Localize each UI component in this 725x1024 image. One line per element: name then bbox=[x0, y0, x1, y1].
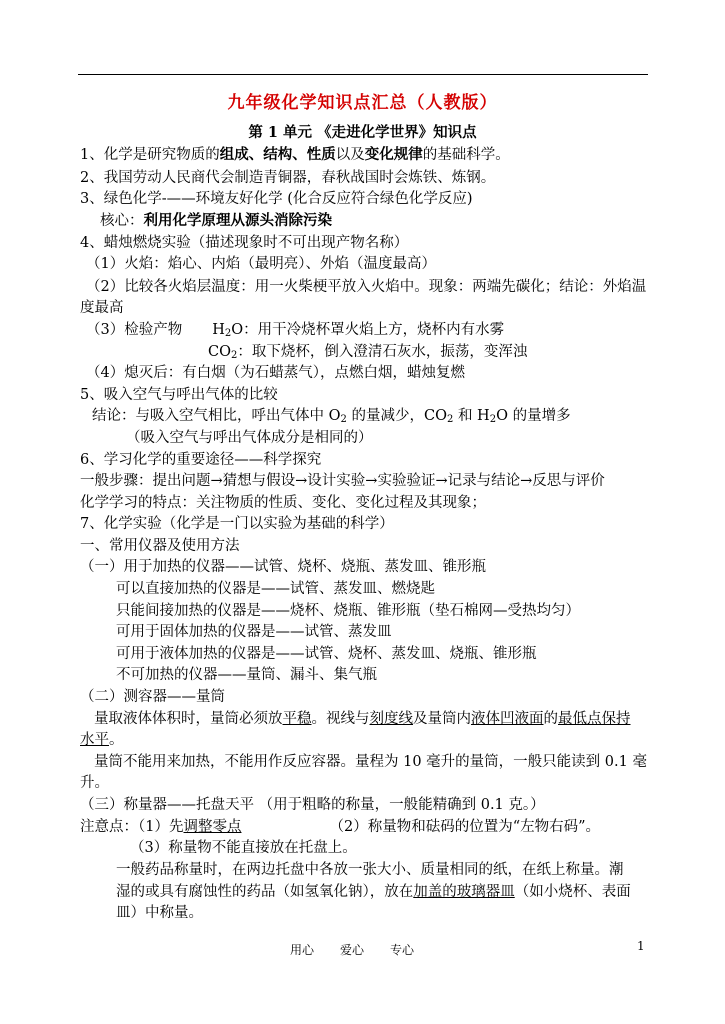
document-title: 九年级化学知识点汇总（人教版） bbox=[227, 93, 498, 113]
line-22: 只能间接加热的仪器是——烧杯、烧瓶、锥形瓶（垫石棉网—受热均匀） bbox=[116, 603, 580, 619]
line-29: 量筒不能用来加热，不能用作反应容器。量程为 10 毫升的量筒，一般只能读到 0.1 毫 bbox=[94, 754, 647, 770]
line-11: （4）熄灭后：有白烟（为石蜡蒸气），点燃白烟，蜡烛复燃 bbox=[86, 365, 465, 381]
line-26: （二）测容器——量筒 bbox=[80, 689, 225, 705]
line-14: （吸入空气与呼出气体成分是相同的） bbox=[126, 430, 373, 446]
line-15: 6、学习化学的重要途径——科学探究 bbox=[80, 452, 322, 468]
line-32: 注意点：（1）先调整零点 （2）称量物和砝码的位置为“左物右码”。 bbox=[80, 819, 601, 835]
line-17: 化学学习的特点：关注物质的性质、变化、变化过程及其现象； bbox=[80, 495, 486, 511]
line-5: 4、蜡烛燃烧实验（描述现象时不可出现产物名称） bbox=[80, 235, 409, 251]
line-10: CO2：取下烧杯，倒入澄清石灰水，振荡，变浑浊 bbox=[208, 344, 528, 361]
line-35: 湿的或具有腐蚀性的药品（如氢氧化钠），放在加盖的玻璃器皿（如小烧杯、表面 bbox=[116, 884, 631, 900]
footer-word-1: 用心 bbox=[290, 943, 315, 957]
unit-heading: 第 1 单元 《走进化学世界》知识点 bbox=[248, 124, 477, 141]
footer-word-3: 专心 bbox=[390, 943, 415, 957]
line-3: 3、绿色化学-——环境友好化学 (化合反应符合绿色化学反应) bbox=[80, 191, 473, 207]
line-18: 7、化学实验（化学是一门以实验为基础的科学） bbox=[80, 516, 394, 532]
line-30: 升。 bbox=[80, 775, 109, 791]
page-number: 1 bbox=[637, 939, 645, 953]
line-27: 量取液体体积时，量筒必须放平稳。视线与刻度线及量筒内液体凹液面的最低点保持 bbox=[94, 711, 631, 727]
header-rule bbox=[78, 74, 648, 75]
line-36: 皿）中称量。 bbox=[116, 905, 203, 921]
line-4: 核心：利用化学原理从源头消除污染 bbox=[100, 212, 332, 229]
line-16: 一般步骤：提出问题→猜想与假设→设计实验→实验验证→记录与结论→反思与评价 bbox=[80, 473, 605, 489]
line-34: 一般药品称量时，在两边托盘中各放一张大小、质量相同的纸，在纸上称量。潮 bbox=[116, 862, 624, 878]
line-24: 可用于液体加热的仪器是——试管、烧杯、蒸发皿、烧瓶、锥形瓶 bbox=[116, 646, 537, 662]
line-23: 可用于固体加热的仪器是——试管、蒸发皿 bbox=[116, 624, 392, 640]
line-20: （一）用于加热的仪器——试管、烧杯、烧瓶、蒸发皿、锥形瓶 bbox=[80, 559, 486, 575]
line-2: 2、我国劳动人民商代会制造青铜器，春秋战国时会炼铁、炼钢。 bbox=[80, 170, 496, 186]
footer-word-2: 爱心 bbox=[340, 943, 365, 957]
line-13: 结论：与吸入空气相比，呼出气体中 O2 的量减少，CO2 和 H2O 的量增多 bbox=[92, 408, 571, 425]
footer-motto bbox=[290, 941, 440, 958]
line-8: 度最高 bbox=[80, 300, 124, 316]
line-21: 可以直接加热的仪器是——试管、蒸发皿、燃烧匙 bbox=[116, 581, 435, 597]
line-33: （3）称量物不能直接放在托盘上。 bbox=[130, 840, 357, 856]
line-25: 不可加热的仪器——量筒、漏斗、集气瓶 bbox=[116, 667, 377, 683]
line-28: 水平。 bbox=[80, 732, 124, 748]
line-12: 5、吸入空气与呼出气体的比较 bbox=[80, 387, 278, 403]
line-31: （三）称量器——托盘天平 （用于粗略的称量，一般能精确到 0.1 克。） bbox=[80, 797, 545, 813]
line-1: 1、化学是研究物质的组成、结构、性质以及变化规律的基础科学。 bbox=[80, 146, 510, 163]
line-7: （2）比较各火焰层温度：用一火柴梗平放入火焰中。现象：两端先碳化；结论：外焰温 bbox=[86, 279, 647, 295]
line-6: （1）火焰：焰心、内焰（最明亮）、外焰（温度最高） bbox=[86, 256, 436, 272]
line-19: 一、常用仪器及使用方法 bbox=[80, 538, 240, 554]
line-9: （3）检验产物 H2O：用干冷烧杯罩火焰上方，烧杯内有水雾 bbox=[86, 322, 505, 339]
